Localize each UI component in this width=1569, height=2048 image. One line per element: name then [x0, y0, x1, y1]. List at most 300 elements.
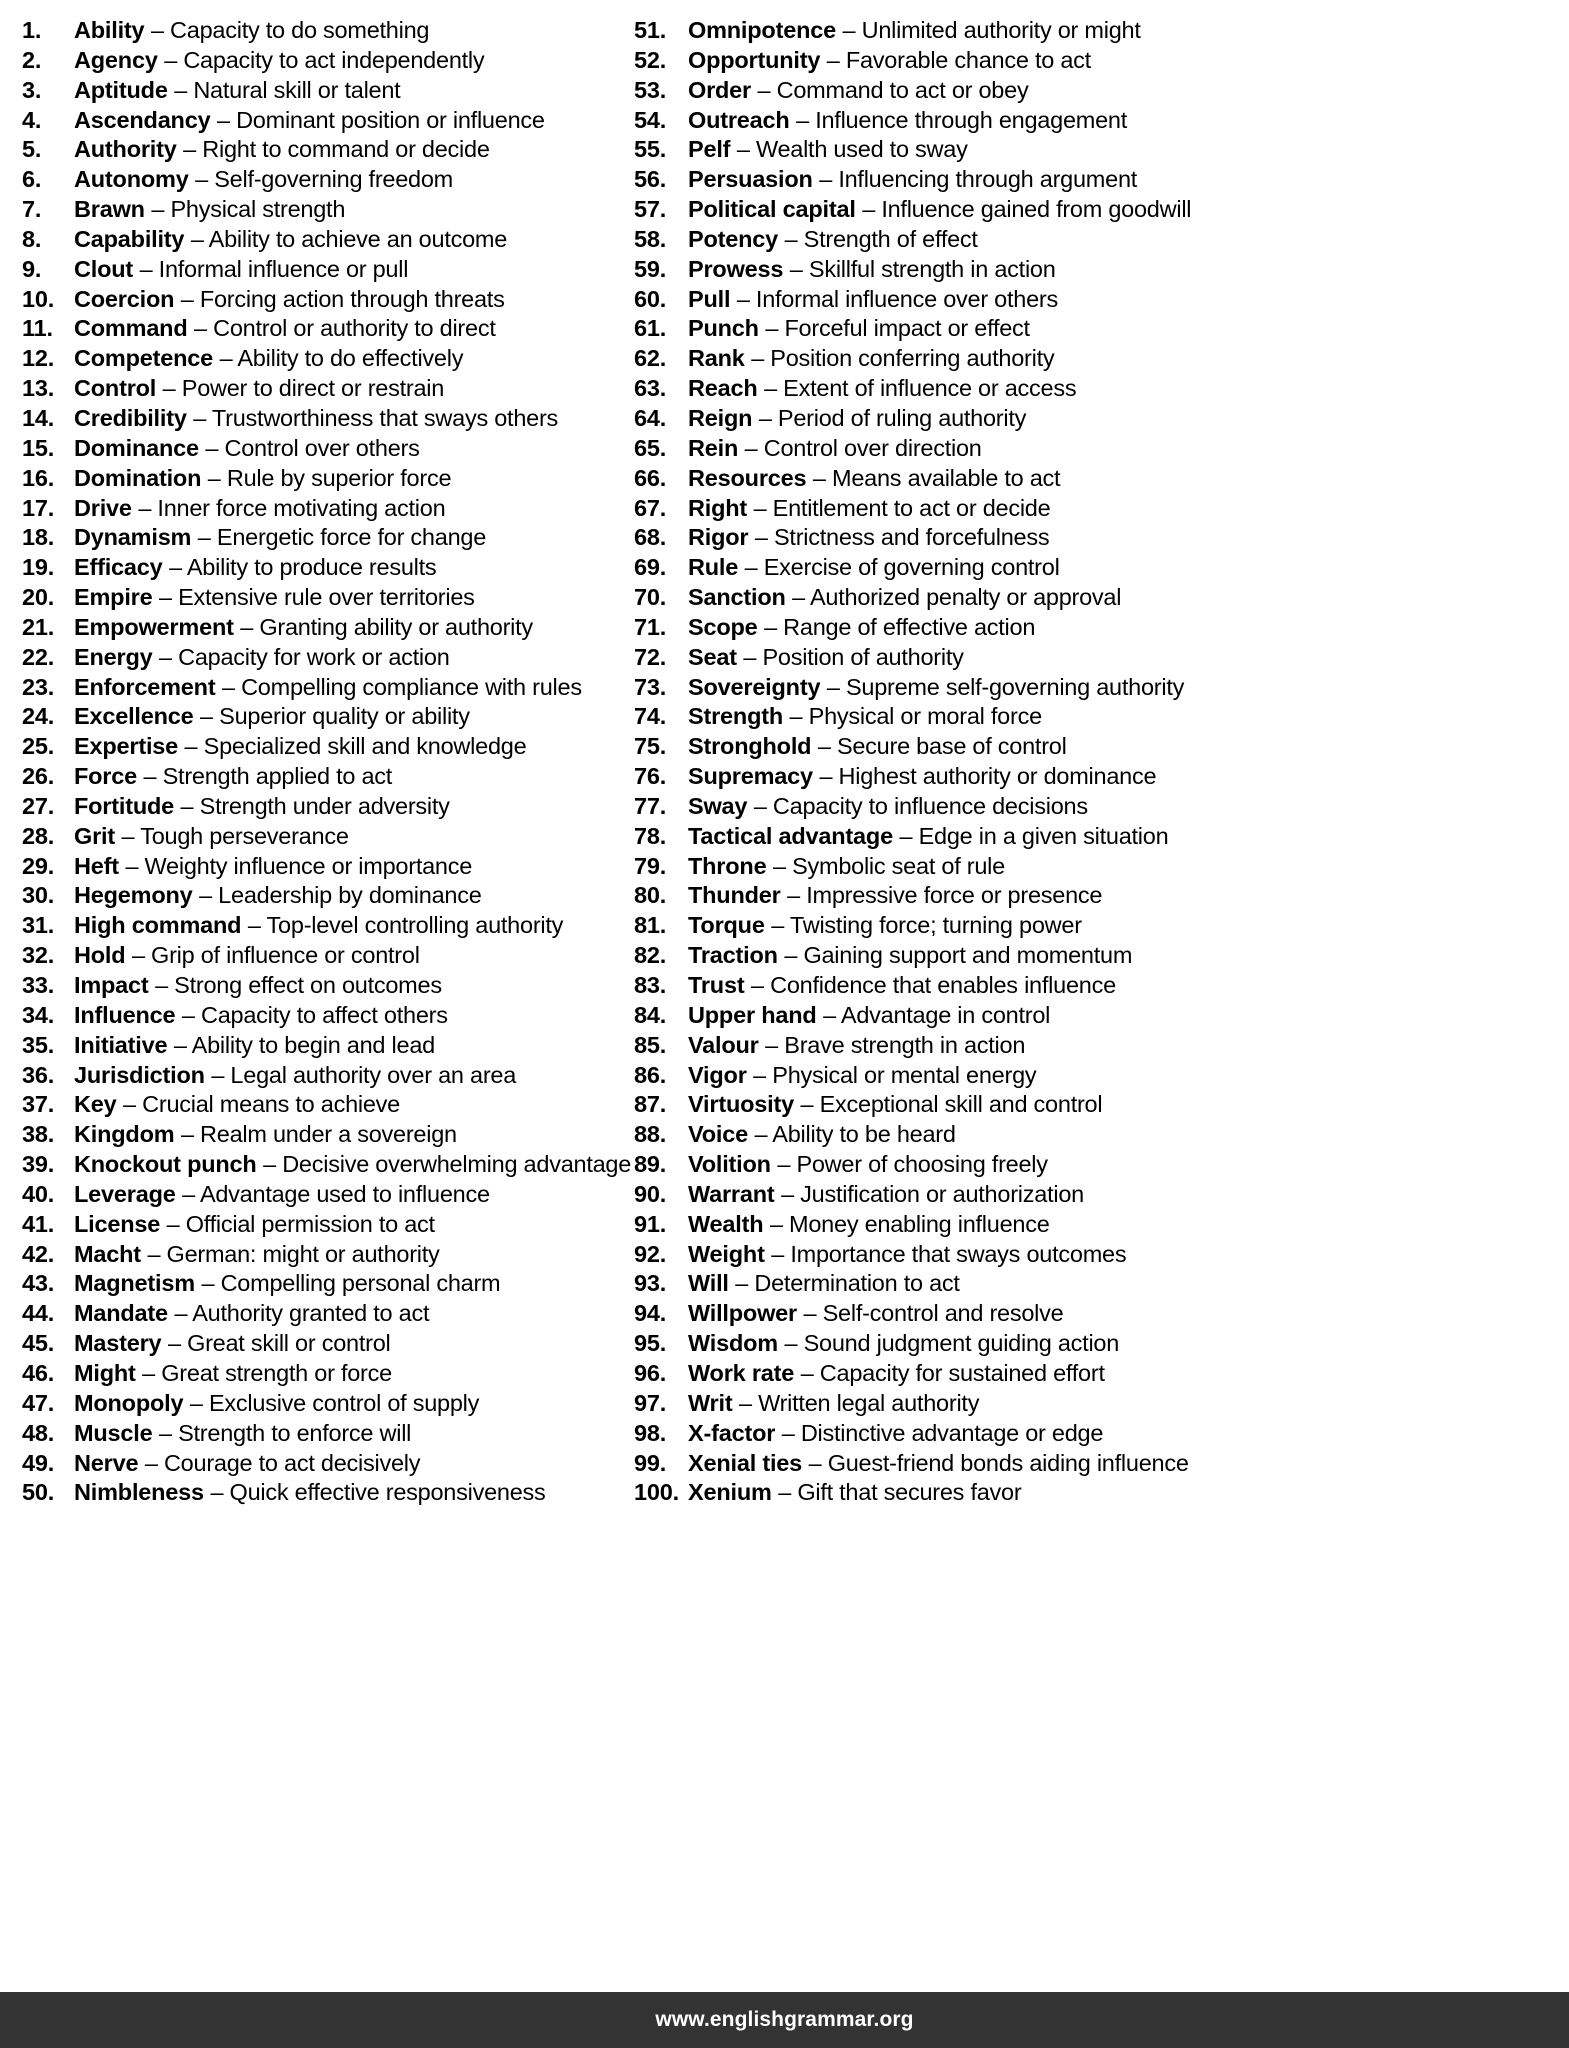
list-item-body [74, 852, 472, 882]
footer-bar [0, 1992, 1569, 2048]
list-item-number: 7. [22, 196, 42, 223]
list-item-body [74, 911, 563, 941]
list-item-body [688, 165, 1137, 195]
list-item-term: Seat [688, 643, 737, 670]
list-item [634, 106, 1569, 136]
list-item-definition: – Forcing action through threats [180, 285, 505, 312]
list-item [634, 553, 1569, 583]
left-column [0, 0, 630, 1992]
list-item-body [74, 702, 470, 732]
right-column [630, 0, 1569, 1992]
list-item-definition: – Position conferring authority [751, 345, 1055, 372]
list-item-number: 13. [22, 375, 55, 402]
list-item-number: 45. [22, 1330, 55, 1357]
list-item-definition: – Grip of influence or control [131, 942, 420, 969]
list-item [22, 374, 630, 404]
list-item [22, 762, 630, 792]
list-item-number: 81. [634, 912, 667, 939]
list-item-definition: – Courage to act decisively [144, 1449, 421, 1476]
list-item-body [688, 583, 1121, 613]
list-item-body [74, 76, 400, 106]
list-item-body [688, 732, 1067, 762]
list-item [634, 1329, 1569, 1359]
list-item-body [688, 314, 1030, 344]
list-item-definition: – Right to command or decide [183, 136, 490, 163]
list-item-body [74, 822, 349, 852]
list-item-body [688, 76, 1028, 106]
list-item-number: 99. [634, 1449, 667, 1476]
list-item [22, 553, 630, 583]
list-item-number: 67. [634, 494, 667, 521]
list-item [22, 1478, 630, 1508]
list-item-number: 78. [634, 822, 667, 849]
list-item [22, 702, 630, 732]
list-item-definition: – Top-level controlling authority [247, 912, 564, 939]
list-item-number: 40. [22, 1180, 55, 1207]
list-item-body [688, 255, 1056, 285]
list-item-term: Thunder [688, 882, 781, 909]
list-item-term: Virtuosity [688, 1091, 794, 1118]
list-item-term: Credibility [74, 404, 187, 431]
list-item-number: 33. [22, 972, 55, 998]
list-item-definition: – Physical or mental energy [753, 1061, 1037, 1088]
list-item-definition: – Ability to be heard [754, 1121, 956, 1148]
list-item-body [74, 1389, 479, 1419]
list-item [22, 285, 630, 315]
list-item-number: 46. [22, 1359, 55, 1386]
list-item [634, 1478, 1569, 1508]
list-item-term: Political capital [688, 196, 856, 223]
list-item-term: Initiative [74, 1031, 168, 1058]
list-item-number: 88. [634, 1121, 667, 1148]
list-item-definition: – Determination to act [735, 1270, 960, 1297]
list-item-definition: – Dominant position or influence [216, 106, 545, 133]
list-item-number: 20. [22, 584, 55, 611]
list-item-term: Right [688, 494, 748, 521]
list-item-number: 48. [22, 1419, 55, 1446]
list-item-term: Competence [74, 345, 214, 372]
list-item-body [74, 1031, 435, 1061]
list-item-number: 100. [634, 1479, 679, 1506]
list-item-definition: – Rule by superior force [207, 464, 452, 491]
list-item [634, 1150, 1569, 1180]
list-item [634, 494, 1569, 524]
list-item-definition: – Position of authority [743, 643, 964, 670]
list-item-body [688, 1150, 1048, 1180]
list-item-number: 75. [634, 733, 667, 760]
list-item [634, 374, 1569, 404]
list-item-number: 44. [22, 1300, 55, 1327]
list-item-term: Mastery [74, 1330, 162, 1357]
list-item-body [74, 255, 408, 285]
list-item-definition: – Skillful strength in action [789, 255, 1056, 282]
list-item-definition: – Strength under adversity [180, 792, 450, 819]
list-item-body [74, 225, 507, 255]
list-item-term: Rule [688, 554, 739, 581]
list-item-term: Expertise [74, 733, 179, 760]
list-item-term: Dominance [74, 434, 199, 461]
list-item-body [688, 106, 1127, 136]
list-item-term: Efficacy [74, 554, 163, 581]
list-item-term: Key [74, 1091, 117, 1118]
list-item-definition: – Inner force motivating action [138, 494, 446, 521]
list-item [634, 1359, 1569, 1389]
list-item-body [688, 911, 1082, 941]
list-item-term: Vigor [688, 1061, 747, 1088]
list-item-definition: – Favorable chance to act [826, 46, 1091, 73]
list-item-body [688, 822, 1168, 852]
list-item-number: 68. [634, 524, 667, 551]
list-item-body [688, 1031, 1025, 1061]
list-item-body [74, 941, 420, 971]
list-item-term: Fortitude [74, 792, 175, 819]
list-item-body [74, 643, 450, 673]
list-item [634, 1061, 1569, 1091]
list-item [634, 702, 1569, 732]
list-item-body [688, 1269, 960, 1299]
list-item-number: 26. [22, 763, 55, 790]
list-item [634, 1031, 1569, 1061]
list-item-number: 72. [634, 643, 667, 670]
list-item-number: 38. [22, 1121, 55, 1148]
list-item-body [688, 1478, 1021, 1508]
list-item-term: Autonomy [74, 166, 189, 193]
list-item [634, 225, 1569, 255]
list-item [634, 404, 1569, 434]
list-item-number: 70. [634, 584, 667, 611]
list-item-definition: – Command to act or obey [757, 76, 1029, 103]
list-item-term: Hold [74, 942, 126, 969]
list-item-number: 64. [634, 404, 667, 431]
list-item-term: Monopoly [74, 1389, 184, 1416]
list-item-number: 56. [634, 166, 667, 193]
list-item-definition: – Control or authority to direct [194, 315, 496, 342]
list-item [22, 643, 630, 673]
list-item-definition: – Leadership by dominance [199, 882, 482, 909]
list-item-body [74, 1478, 546, 1508]
list-item-definition: – Granting ability or authority [240, 613, 533, 640]
list-item-term: Agency [74, 46, 158, 73]
list-item-number: 43. [22, 1270, 55, 1297]
list-item-definition: – Capacity for work or action [159, 643, 450, 670]
list-item-definition: – Specialized skill and knowledge [184, 733, 527, 760]
list-item-number: 74. [634, 703, 667, 730]
list-item-body [74, 374, 444, 404]
list-item-number: 95. [634, 1330, 667, 1357]
list-item-definition: – Natural skill or talent [174, 76, 401, 103]
list-item-definition: – Strength applied to act [143, 763, 393, 790]
list-item [634, 195, 1569, 225]
list-item-term: Empowerment [74, 613, 234, 640]
list-item [634, 1120, 1569, 1150]
list-item-term: Muscle [74, 1419, 153, 1446]
list-item-body [688, 464, 1060, 494]
list-item-number: 49. [22, 1449, 55, 1476]
list-item-body [74, 881, 482, 911]
list-item-number: 53. [634, 76, 667, 103]
list-item-body [74, 971, 442, 1001]
list-item-body [74, 106, 545, 136]
list-item-body [74, 195, 345, 225]
list-item-number: 65. [634, 434, 667, 461]
list-item-definition: – Strength to enforce will [159, 1419, 412, 1446]
list-item [22, 1031, 630, 1061]
list-item-number: 82. [634, 942, 667, 969]
list-item-definition: – Influencing through argument [819, 166, 1138, 193]
list-item-term: Resources [688, 464, 807, 491]
list-item-definition: – Means available to act [812, 464, 1061, 491]
list-item-term: Pelf [688, 136, 731, 163]
list-item-definition: – Guest-friend bonds aiding influence [808, 1449, 1189, 1476]
list-item-body [74, 135, 490, 165]
list-item-number: 10. [22, 285, 55, 312]
list-item-number: 69. [634, 554, 667, 581]
list-item-number: 57. [634, 196, 667, 223]
list-item [22, 404, 630, 434]
list-item-number: 98. [634, 1419, 667, 1446]
list-item [22, 822, 630, 852]
list-item-body [74, 1449, 420, 1479]
list-item-definition: – Weighty influence or importance [125, 852, 473, 879]
list-item [22, 1180, 630, 1210]
list-item [634, 613, 1569, 643]
list-item [22, 165, 630, 195]
list-item-definition: – Legal authority over an area [211, 1061, 517, 1088]
list-item-body [74, 1359, 392, 1389]
list-item-term: Volition [688, 1151, 771, 1178]
list-item-body [688, 971, 1116, 1001]
list-item [22, 792, 630, 822]
list-item-number: 37. [22, 1091, 55, 1118]
list-item-term: Throne [688, 852, 767, 879]
list-item [634, 792, 1569, 822]
list-item-number: 92. [634, 1240, 667, 1267]
list-item [22, 16, 630, 46]
list-item-body [74, 523, 486, 553]
list-item-body [688, 881, 1102, 911]
list-item-number: 84. [634, 1001, 667, 1028]
list-item [22, 852, 630, 882]
list-item [634, 1240, 1569, 1270]
list-item-body [688, 553, 1060, 583]
list-item-definition: – Twisting force; turning power [771, 912, 1082, 939]
list-item-number: 54. [634, 106, 667, 133]
list-item [634, 523, 1569, 553]
list-item-body [74, 1299, 429, 1329]
list-item-term: Drive [74, 494, 132, 521]
list-item-body [688, 643, 964, 673]
list-item [22, 434, 630, 464]
list-item [22, 1150, 630, 1180]
list-item-definition: – Money enabling influence [769, 1210, 1050, 1237]
list-item [22, 1240, 630, 1270]
list-item-number: 32. [22, 942, 55, 969]
list-item-term: Empire [74, 584, 153, 611]
list-item-number: 4. [22, 106, 42, 133]
list-item-body [74, 285, 505, 315]
list-item-definition: – Control over others [205, 434, 420, 461]
list-item-definition: – Brave strength in action [765, 1031, 1026, 1058]
list-item-definition: – Exercise of governing control [744, 554, 1060, 581]
list-item-definition: – Unlimited authority or might [842, 17, 1141, 43]
list-item-definition: – Supreme self-governing authority [826, 673, 1185, 700]
list-item-term: Strength [688, 703, 784, 730]
list-item-term: Influence [74, 1001, 176, 1028]
list-item-definition: – Compelling personal charm [201, 1270, 501, 1297]
list-item-term: Might [74, 1359, 136, 1386]
list-item-number: 9. [22, 255, 42, 282]
list-item-definition: – Advantage in control [823, 1001, 1051, 1028]
list-item-term: Control [74, 375, 157, 402]
list-item [22, 1329, 630, 1359]
list-item-body [74, 1269, 500, 1299]
list-item-term: Scope [688, 613, 758, 640]
list-item-term: Clout [74, 255, 134, 282]
list-item-body [688, 1001, 1050, 1031]
list-item-number: 89. [634, 1151, 667, 1178]
list-item-term: Will [688, 1270, 729, 1297]
list-item-term: Xenial ties [688, 1449, 803, 1476]
list-item [22, 1389, 630, 1419]
list-item [634, 1299, 1569, 1329]
list-item-number: 77. [634, 792, 667, 819]
list-item-number: 19. [22, 554, 55, 581]
list-item-definition: – Crucial means to achieve [123, 1091, 400, 1118]
list-item-definition: – Quick effective responsiveness [210, 1479, 546, 1506]
list-item-body [74, 1180, 490, 1210]
list-item-number: 11. [22, 315, 53, 342]
list-item [634, 1180, 1569, 1210]
list-item-body [74, 1150, 631, 1180]
list-item-body [74, 1240, 440, 1270]
list-item-definition: – Confidence that enables influence [751, 972, 1116, 998]
list-item [634, 1269, 1569, 1299]
list-item-body [688, 135, 968, 165]
list-item-number: 24. [22, 703, 55, 730]
list-item [634, 16, 1569, 46]
list-item-number: 41. [22, 1210, 55, 1237]
list-item-term: Supremacy [688, 763, 813, 790]
list-item-definition: – Edge in a given situation [899, 822, 1169, 849]
list-item-body [688, 1359, 1105, 1389]
list-item-term: Weight [688, 1240, 765, 1267]
list-item [22, 255, 630, 285]
list-item-body [74, 1001, 448, 1031]
list-item-body [688, 792, 1088, 822]
list-item-body [74, 344, 463, 374]
list-item-term: Warrant [688, 1180, 775, 1207]
list-item-term: Stronghold [688, 733, 812, 760]
list-item-definition: – Distinctive advantage or edge [781, 1419, 1104, 1446]
list-item [634, 1001, 1569, 1031]
list-item-definition: – Exceptional skill and control [800, 1091, 1103, 1118]
list-item-number: 34. [22, 1001, 55, 1028]
list-item-number: 39. [22, 1151, 55, 1178]
list-item-term: Brawn [74, 196, 145, 223]
list-item [634, 673, 1569, 703]
list-item-definition: – Physical or moral force [789, 703, 1042, 730]
list-item [634, 1389, 1569, 1419]
list-item-number: 42. [22, 1240, 55, 1267]
list-item [22, 1001, 630, 1031]
list-item-body [74, 314, 496, 344]
list-item-body [74, 46, 484, 76]
list-item [634, 165, 1569, 195]
list-item-definition: – Informal influence over others [736, 285, 1059, 312]
list-item-definition: – Trustworthiness that sways others [193, 404, 559, 431]
list-item-term: Persuasion [688, 166, 813, 193]
list-item-term: Outreach [688, 106, 790, 133]
list-item-body [688, 1329, 1119, 1359]
list-item [22, 1299, 630, 1329]
list-item-term: Knockout punch [74, 1151, 257, 1178]
list-item-definition: – Informal influence or pull [139, 255, 409, 282]
list-item-number: 73. [634, 673, 667, 700]
list-item-number: 91. [634, 1210, 667, 1237]
list-item [22, 1419, 630, 1449]
list-item-body [74, 1329, 391, 1359]
list-item-number: 83. [634, 972, 667, 998]
list-item-body [688, 16, 1141, 46]
list-item-definition: – Extent of influence or access [764, 375, 1077, 402]
list-item-number: 30. [22, 882, 55, 909]
list-item-number: 71. [634, 613, 667, 640]
list-item [22, 1449, 630, 1479]
list-item-number: 27. [22, 792, 55, 819]
list-item-definition: – German: might or authority [147, 1240, 440, 1267]
list-item-body [688, 762, 1156, 792]
list-item-term: Upper hand [688, 1001, 817, 1028]
list-item [22, 1061, 630, 1091]
list-item-definition: – Capacity for sustained effort [800, 1359, 1105, 1386]
list-item-term: Rein [688, 434, 739, 461]
list-item-definition: – Realm under a sovereign [180, 1121, 457, 1148]
list-item-term: Wealth [688, 1210, 764, 1237]
list-item-number: 28. [22, 822, 55, 849]
list-item-body [74, 464, 451, 494]
list-item-body [688, 1120, 956, 1150]
list-item-number: 18. [22, 524, 55, 551]
list-item-number: 6. [22, 166, 42, 193]
list-item-definition: – Ability to produce results [169, 554, 437, 581]
list-item-term: Writ [688, 1389, 733, 1416]
list-item-definition: – Strong effect on outcomes [155, 972, 442, 998]
list-item-body [688, 1210, 1050, 1240]
list-item-definition: – Extensive rule over territories [159, 584, 475, 611]
list-item-definition: – Gaining support and momentum [784, 942, 1133, 969]
list-item-term: Kingdom [74, 1121, 175, 1148]
list-item-body [74, 404, 558, 434]
list-item-definition: – Period of ruling authority [758, 404, 1027, 431]
list-item-term: Magnetism [74, 1270, 195, 1297]
list-item-term: Excellence [74, 703, 194, 730]
list-item-body [688, 1061, 1036, 1091]
list-item-number: 2. [22, 46, 42, 73]
list-item-definition: – Self-control and resolve [803, 1300, 1064, 1327]
list-item-number: 61. [634, 315, 667, 342]
list-item [22, 1120, 630, 1150]
list-item-term: Grit [74, 822, 115, 849]
list-item-body [688, 673, 1184, 703]
list-item-number: 62. [634, 345, 667, 372]
list-item [634, 1090, 1569, 1120]
list-item-definition: – Capacity to influence decisions [753, 792, 1088, 819]
list-item-term: Tactical advantage [688, 822, 893, 849]
list-item-term: Heft [74, 852, 119, 879]
list-item [22, 523, 630, 553]
list-item-definition: – Official permission to act [166, 1210, 435, 1237]
list-item [634, 1210, 1569, 1240]
